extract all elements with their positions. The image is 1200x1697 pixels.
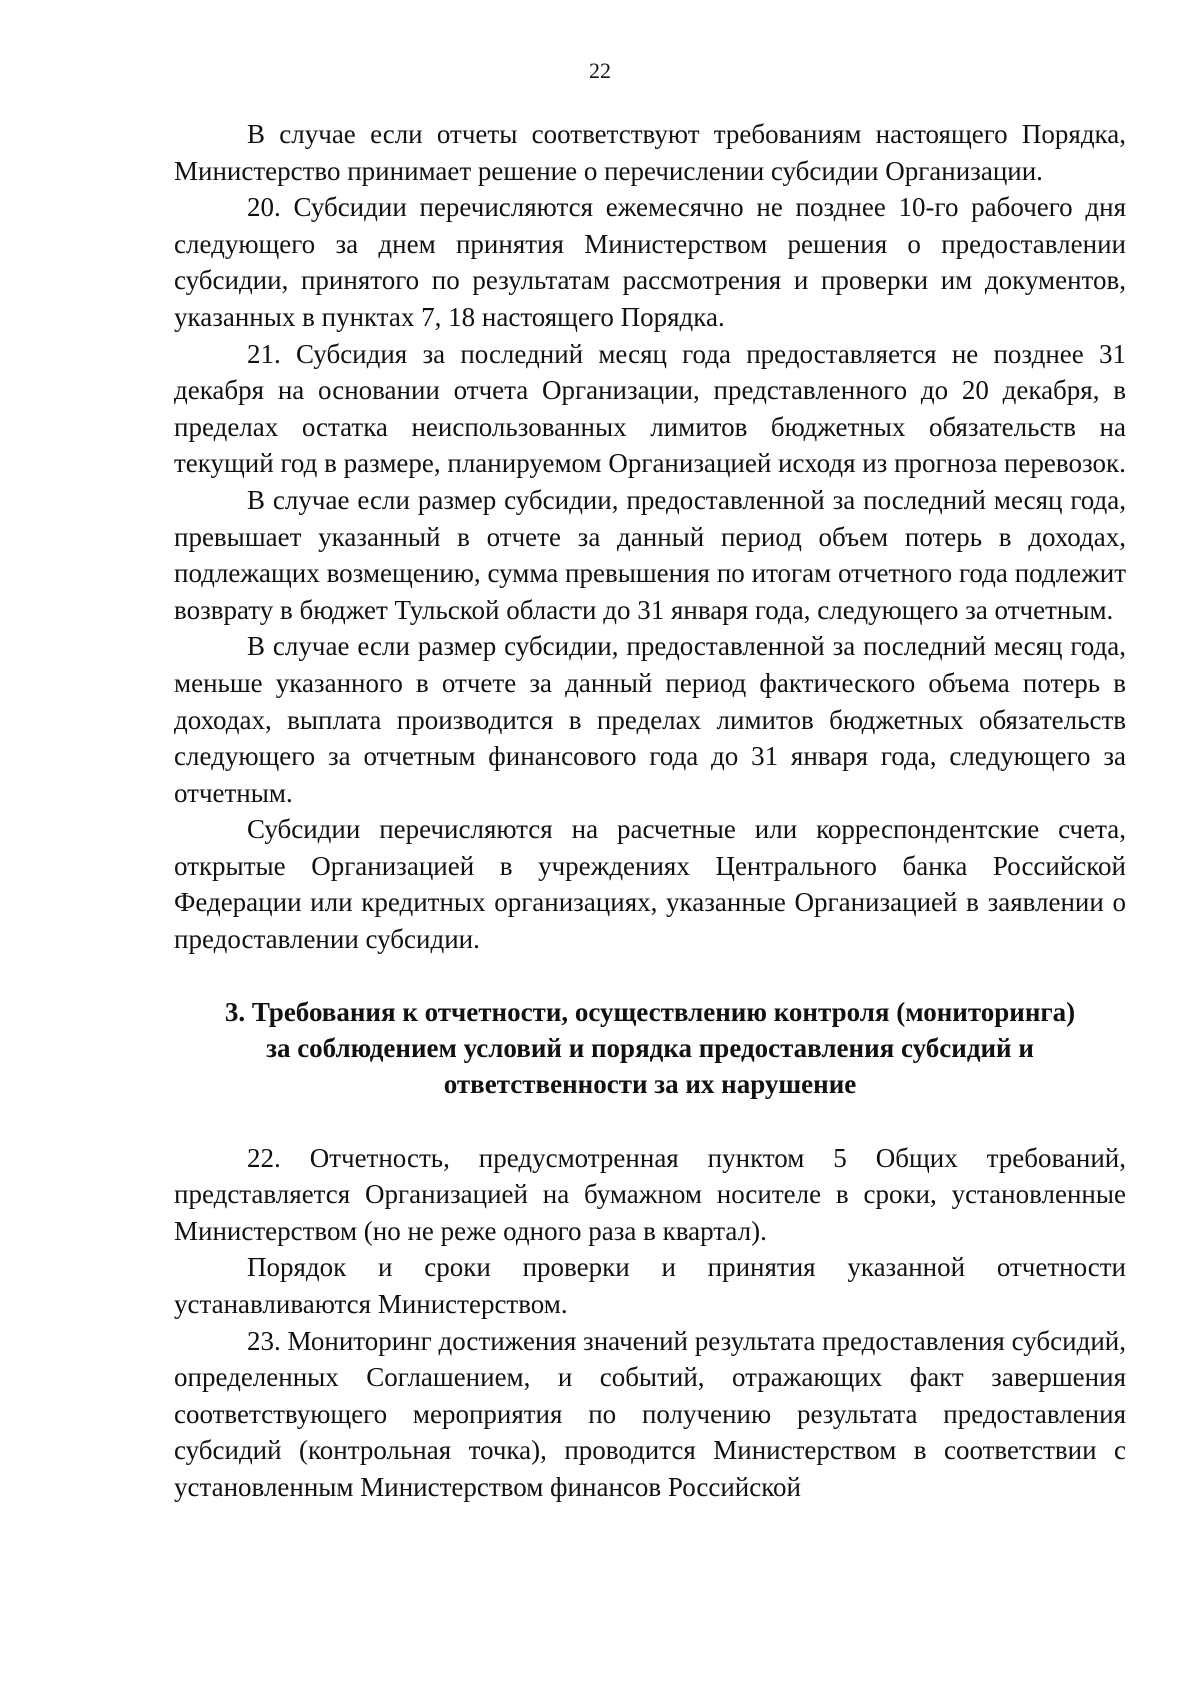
section-heading bbox=[174, 994, 1126, 1102]
paragraph-item-23: 23. Мониторинг достижения значений результата предоставления субсидий, определенных Соглашением, и событий, отражающих факт завершения соответствующего мероприятия по получению результата предоставления субсидий (контрольная точка), проводится Министерством в соответствии с установленным Министерством финансов Российской bbox=[174, 1325, 1126, 1502]
paragraph: В случае если размер субсидии, предоставленной за последний месяц года, превышает указанный в отчете за данный период объем потерь в доходах, подлежащих возмещению, сумма превышения по итогам отчетного года подлежит возврату в бюджет Тульской области до 31 января года, следующего за отчетным. bbox=[174, 484, 1126, 625]
section-heading-line: за соблюдением условий и порядка предоставления субсидий и bbox=[266, 1032, 1034, 1063]
paragraph-item-21: 21. Субсидия за последний месяц года предоставляется не позднее 31 декабря на основании отчета Организации, представленного до 20 декабря, в пределах остатка неиспользованных лимитов бюджетных обязательств на текущий год в размере, планируемом Организацией исходя из прогноза перевозок. bbox=[174, 338, 1126, 479]
section-heading-line: 3. Требования к отчетности, осуществлению контроля (мониторинга) bbox=[224, 996, 1076, 1027]
paragraph: Субсидии перечисляются на расчетные или корреспондентские счета, открытые Организацией в учреждениях Центрального банка Российской Федерации или кредитных организациях, указанные Организацией в заявлении о предоставлении субсидии. bbox=[174, 814, 1126, 955]
paragraph: Порядок и сроки проверки и принятия указанной отчетности устанавливаются Министерством. bbox=[174, 1252, 1126, 1320]
document-body bbox=[174, 116, 1126, 1506]
page-number: 22 bbox=[589, 58, 611, 83]
paragraph: В случае если размер субсидии, предоставленной за последний месяц года, меньше указанного в отчете за данный период фактического объема потерь в доходах, выплата производится в пределах лимитов бюджетных обязательств следующего за отчетным финансового года до 31 января года, следующего за отчетным. bbox=[174, 631, 1126, 808]
section-heading-line: ответственности за их нарушение bbox=[443, 1068, 857, 1099]
paragraph: В случае если отчеты соответствуют требованиям настоящего Порядка, Министерство принимает решение о перечислении субсидии Организации. bbox=[174, 119, 1126, 186]
paragraph-item-22: 22. Отчетность, предусмотренная пунктом 5 Общих требований, представляется Организацией на бумажном носителе в сроки, установленные Министерством (но не реже одного раза в квартал). bbox=[174, 1142, 1126, 1246]
paragraph-item-20: 20. Субсидии перечисляются ежемесячно не позднее 10-го рабочего дня следующего за днем принятия Министерством решения о предоставлении субсидии, принятого по результатам рассмотрения и проверки им документов, указанных в пунктах 7, 18 настоящего Порядка. bbox=[174, 192, 1126, 332]
